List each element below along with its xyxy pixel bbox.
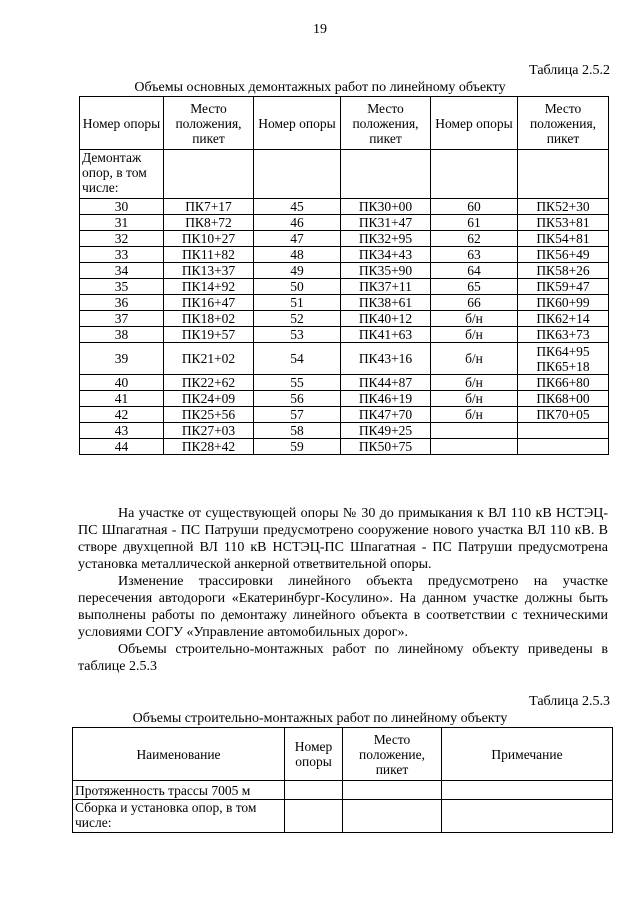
support-number-cell: 64: [431, 263, 518, 279]
support-number-cell: 30: [80, 199, 164, 215]
header-location-picket: Место положения, пикет: [518, 97, 609, 150]
picket-cell: ПК68+00: [518, 391, 609, 407]
picket-cell: ПК58+26: [518, 263, 609, 279]
table2-label: Таблица 2.5.3: [529, 694, 610, 709]
table-row: [80, 327, 609, 343]
picket-cell: ПК28+42: [164, 439, 254, 455]
support-number-cell: 33: [80, 247, 164, 263]
support-number-cell: 60: [431, 199, 518, 215]
picket-cell: ПК27+03: [164, 423, 254, 439]
picket-cell: ПК49+25: [341, 423, 431, 439]
picket-cell: ПК11+82: [164, 247, 254, 263]
support-number-cell: б/н: [431, 407, 518, 423]
table2-title: Объемы строительно-монтажных работ по линейному объекту: [132, 711, 508, 726]
header-note: Примечание: [442, 728, 613, 781]
paragraph: На участке от существующей опоры № 30 до примыкания к ВЛ 110 кВ НСТЭЦ-ПС Шпагатная - ПС Патруши предусмотрено сооружение нового участка ВЛ 110 кВ. В створе двухцепной ВЛ 110 кВ НСТЭЦ-ПС Шпагатная - ПС Патруши предусмотрена установка металлической анкерной ответвительной опоры.: [78, 506, 608, 572]
table-row: [80, 439, 609, 455]
support-number-cell: 52: [254, 311, 341, 327]
picket-cell: ПК30+00: [341, 199, 431, 215]
support-number-cell: б/н: [431, 375, 518, 391]
picket-cell: ПК59+47: [518, 279, 609, 295]
table-header-row: [73, 728, 613, 781]
picket-cell: ПК8+72: [164, 215, 254, 231]
support-number-cell: 46: [254, 215, 341, 231]
picket-cell: ПК56+49: [518, 247, 609, 263]
picket-cell: ПК7+17: [164, 199, 254, 215]
header-location-picket: Место положения, пикет: [164, 97, 254, 150]
picket-cell: ПК10+27: [164, 231, 254, 247]
picket-cell: [518, 439, 609, 455]
empty-cell: [164, 150, 254, 199]
picket-cell: ПК64+95 ПК65+18: [518, 343, 609, 375]
support-number-cell: 57: [254, 407, 341, 423]
support-number-cell: 53: [254, 327, 341, 343]
table-cell: Протяженность трассы 7005 м: [73, 781, 285, 800]
support-number-cell: 32: [80, 231, 164, 247]
support-number-cell: б/н: [431, 311, 518, 327]
picket-cell: ПК50+75: [341, 439, 431, 455]
picket-cell: ПК52+30: [518, 199, 609, 215]
demolition-table: [79, 96, 609, 455]
picket-cell: ПК34+43: [341, 247, 431, 263]
picket-cell: ПК22+62: [164, 375, 254, 391]
support-number-cell: 35: [80, 279, 164, 295]
support-number-cell: 63: [431, 247, 518, 263]
support-number-cell: 44: [80, 439, 164, 455]
table-row: [80, 375, 609, 391]
empty-cell: [431, 150, 518, 199]
picket-cell: ПК40+12: [341, 311, 431, 327]
paragraph: Объемы строительно-монтажных работ по линейному объекту приведены в таблице 2.5.3: [78, 642, 608, 674]
header-support-number: Номер опоры: [80, 97, 164, 150]
table-header-row: [80, 97, 609, 150]
header-support-number: Номер опоры: [285, 728, 343, 781]
picket-cell: ПК62+14: [518, 311, 609, 327]
support-number-cell: 34: [80, 263, 164, 279]
support-number-cell: 39: [80, 343, 164, 375]
support-number-cell: б/н: [431, 343, 518, 375]
support-number-cell: 56: [254, 391, 341, 407]
support-number-cell: 49: [254, 263, 341, 279]
support-number-cell: 54: [254, 343, 341, 375]
table-row: [80, 423, 609, 439]
picket-cell: ПК66+80: [518, 375, 609, 391]
picket-cell: ПК31+47: [341, 215, 431, 231]
support-number-cell: 47: [254, 231, 341, 247]
support-number-cell: 66: [431, 295, 518, 311]
page-number: 19: [313, 22, 327, 37]
table-cell: Сборка и установка опор, в том числе:: [73, 800, 285, 833]
empty-cell: [254, 150, 341, 199]
table-cell: [442, 800, 613, 833]
table-row: [80, 279, 609, 295]
table-cell: [285, 781, 343, 800]
support-number-cell: 45: [254, 199, 341, 215]
support-number-cell: 65: [431, 279, 518, 295]
picket-cell: ПК43+16: [341, 343, 431, 375]
support-number-cell: 38: [80, 327, 164, 343]
body-text: [78, 505, 608, 675]
picket-cell: ПК47+70: [341, 407, 431, 423]
table-row: [80, 295, 609, 311]
picket-cell: ПК25+56: [164, 407, 254, 423]
support-number-cell: б/н: [431, 391, 518, 407]
support-number-cell: 58: [254, 423, 341, 439]
picket-cell: ПК32+95: [341, 231, 431, 247]
header-location-picket: Место положения, пикет: [341, 97, 431, 150]
header-location-picket: Место положение, пикет: [343, 728, 442, 781]
picket-cell: ПК70+05: [518, 407, 609, 423]
construction-table: [72, 727, 613, 833]
picket-cell: ПК21+02: [164, 343, 254, 375]
table-row: [80, 343, 609, 375]
table-cell: [442, 781, 613, 800]
picket-cell: ПК44+87: [341, 375, 431, 391]
paragraph: Изменение трассировки линейного объекта предусмотрено на участке пересечения автодороги «Екатеринбург-Косулино». На данном участке должны быть выполнены работы по демонтажу линейного объекта в соответствии с техническими условиями СОГУ «Управление автомобильных дорог».: [78, 574, 608, 640]
table-row: [80, 407, 609, 423]
empty-cell: [518, 150, 609, 199]
picket-cell: ПК41+63: [341, 327, 431, 343]
support-number-cell: 61: [431, 215, 518, 231]
table-row: [73, 800, 613, 833]
picket-cell: ПК35+90: [341, 263, 431, 279]
picket-cell: [518, 423, 609, 439]
picket-cell: ПК46+19: [341, 391, 431, 407]
table-row: [80, 391, 609, 407]
picket-cell: ПК24+09: [164, 391, 254, 407]
support-number-cell: 59: [254, 439, 341, 455]
table-row: [80, 263, 609, 279]
support-number-cell: 37: [80, 311, 164, 327]
table-row: [80, 247, 609, 263]
picket-cell: ПК16+47: [164, 295, 254, 311]
support-number-cell: 31: [80, 215, 164, 231]
support-number-cell: б/н: [431, 327, 518, 343]
table-row: [80, 311, 609, 327]
picket-cell: ПК13+37: [164, 263, 254, 279]
table-row: [73, 781, 613, 800]
picket-cell: ПК19+57: [164, 327, 254, 343]
support-number-cell: 51: [254, 295, 341, 311]
header-name: Наименование: [73, 728, 285, 781]
table-cell: [285, 800, 343, 833]
support-number-cell: 50: [254, 279, 341, 295]
picket-cell: ПК38+61: [341, 295, 431, 311]
empty-cell: [341, 150, 431, 199]
support-number-cell: [431, 439, 518, 455]
support-number-cell: [431, 423, 518, 439]
header-support-number: Номер опоры: [254, 97, 341, 150]
picket-cell: ПК18+02: [164, 311, 254, 327]
category-cell: Демонтаж опор, в том числе:: [80, 150, 164, 199]
support-number-cell: 62: [431, 231, 518, 247]
category-row: [80, 150, 609, 199]
support-number-cell: 40: [80, 375, 164, 391]
table-row: [80, 231, 609, 247]
picket-cell: ПК14+92: [164, 279, 254, 295]
support-number-cell: 41: [80, 391, 164, 407]
support-number-cell: 43: [80, 423, 164, 439]
picket-cell: ПК60+99: [518, 295, 609, 311]
table-cell: [343, 800, 442, 833]
picket-cell: ПК63+73: [518, 327, 609, 343]
support-number-cell: 55: [254, 375, 341, 391]
picket-cell: ПК53+81: [518, 215, 609, 231]
table1-title: Объемы основных демонтажных работ по линейному объекту: [134, 80, 506, 95]
table-row: [80, 215, 609, 231]
support-number-cell: 48: [254, 247, 341, 263]
picket-cell: ПК54+81: [518, 231, 609, 247]
support-number-cell: 36: [80, 295, 164, 311]
table-row: [80, 199, 609, 215]
table-cell: [343, 781, 442, 800]
header-support-number: Номер опоры: [431, 97, 518, 150]
table1-label: Таблица 2.5.2: [529, 63, 610, 78]
support-number-cell: 42: [80, 407, 164, 423]
picket-cell: ПК37+11: [341, 279, 431, 295]
